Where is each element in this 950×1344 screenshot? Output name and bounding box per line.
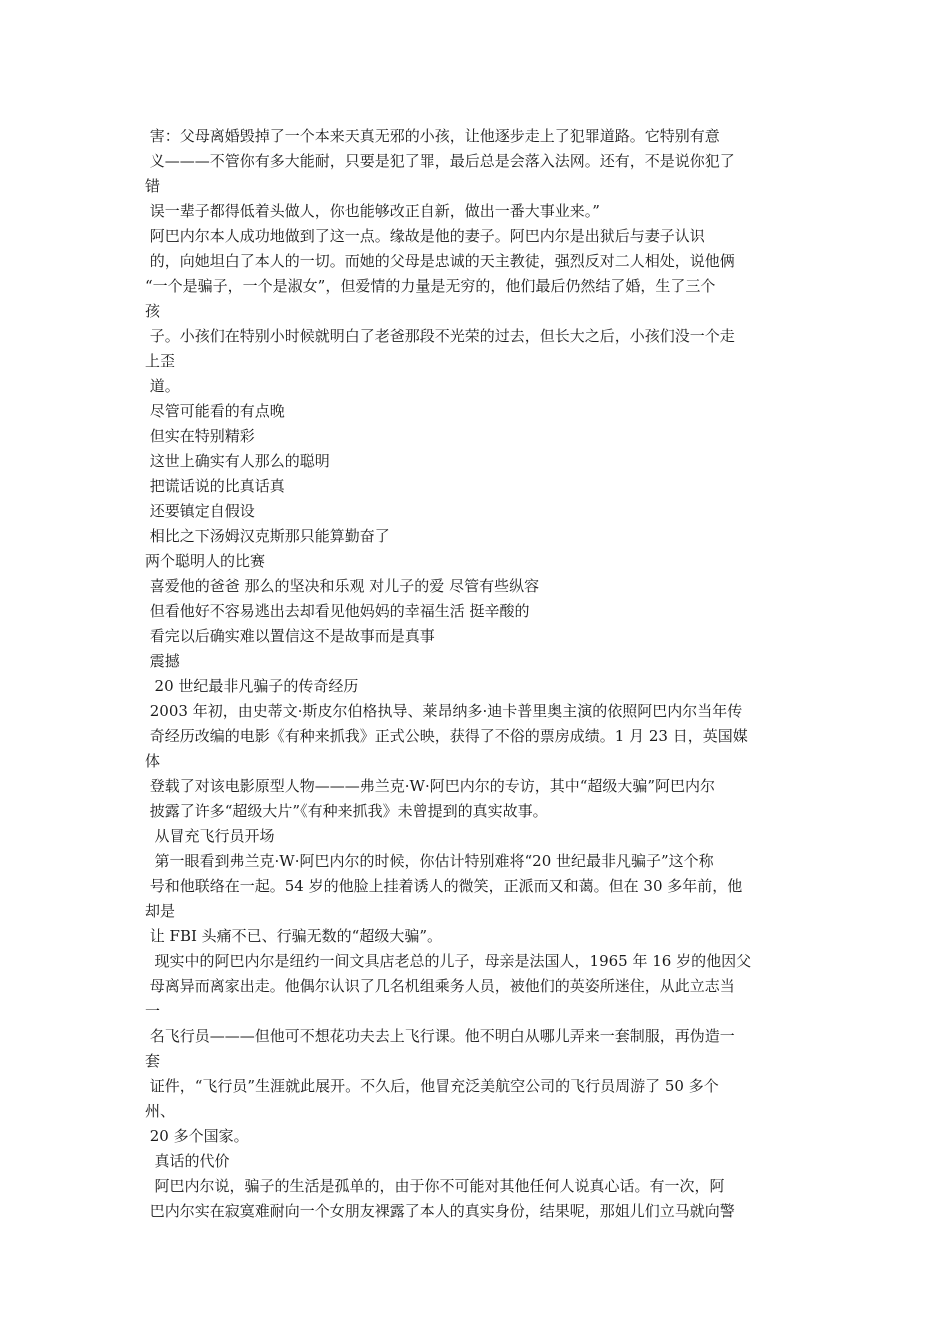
text-line: 但实在特别精彩 [145,427,255,445]
text-line: 这世上确实有人那么的聪明 [145,452,330,470]
text-line: 还要镇定自假设 [145,502,255,520]
body-text [145,124,815,1224]
text-line: 登载了对该电影原型人物———弗兰克·W·阿巴内尔的专访，其中“超级大骗”阿巴内尔 [145,777,716,795]
text-line: 错 [145,177,161,195]
text-line: 孩 [145,302,161,320]
text-line: 2003 年初，由史蒂文·斯皮尔伯格执导、莱昂纳多·迪卡普里奥主演的依照阿巴内尔当年传 [145,702,743,720]
text-line: 真话的代价 [145,1152,230,1170]
text-line: 尽管可能看的有点晚 [145,402,285,420]
text-line: 子。小孩们在特别小时候就明白了老爸那段不光荣的过去，但长大之后，小孩们没一个走 [145,327,735,345]
text-line: 奇经历改编的电影《有种来抓我》正式公映，获得了不俗的票房成绩。1 月 23 日，英国媒 [145,727,748,745]
text-line: 证件，“飞行员”生涯就此展开。不久后，他冒充泛美航空公司的飞行员周游了 50 多个 [145,1077,719,1095]
text-line: 让 FBI 头痛不已、行骗无数的“超级大骗”。 [145,927,442,945]
text-line: 把谎话说的比真话真 [145,477,285,495]
text-line: 误一辈子都得低着头做人，你也能够改正自新，做出一番大事业来。” [145,202,600,220]
text-line: 现实中的阿巴内尔是纽约一间文具店老总的儿子，母亲是法国人，1965 年 16 岁的他因父 [145,952,752,970]
text-line: 但看他好不容易逃出去却看见他妈妈的幸福生活 挺辛酸的 [145,602,530,620]
text-line: 母离异而离家出走。他偶尔认识了几名机组乘务人员，被他们的英姿所迷住，从此立志当 [145,977,735,995]
text-line: “一个是骗子，一个是淑女”，但爱情的力量是无穷的，他们最后仍然结了婚，生了三个 [145,277,716,295]
text-line: 义———不管你有多大能耐，只要是犯了罪，最后总是会落入法网。还有，不是说你犯了 [145,152,735,170]
text-line: 道。 [145,377,180,395]
text-line: 害：父母离婚毁掉了一个本来天真无邪的小孩，让他逐步走上了犯罪道路。它特别有意 [145,127,720,145]
text-line: 两个聪明人的比赛 [145,552,266,570]
text-line: 20 多个国家。 [145,1127,249,1145]
text-line: 相比之下汤姆汉克斯那只能算勤奋了 [145,527,390,545]
text-line: 名飞行员———但他可不想花功夫去上飞行课。他不明白从哪儿弄来一套制服，再伪造一 [145,1027,735,1045]
text-line: 20 世纪最非凡骗子的传奇经历 [145,677,359,695]
text-line: 一 [145,1002,161,1020]
text-line: 套 [145,1052,161,1070]
text-line: 却是 [145,902,176,920]
text-line: 第一眼看到弗兰克·W·阿巴内尔的时候，你估计特别难将“20 世纪最非凡骗子”这个称 [145,852,714,870]
text-line: 震撼 [145,652,180,670]
text-line: 披露了许多“超级大片”《有种来抓我》未曾提到的真实故事。 [145,802,548,820]
text-line: 上歪 [145,352,176,370]
text-line: 体 [145,752,161,770]
text-line: 巴内尔实在寂寞难耐向一个女朋友裸露了本人的真实身份，结果呢，那姐儿们立马就向警 [145,1202,735,1220]
text-line: 看完以后确实难以置信这不是故事而是真事 [145,627,435,645]
text-line: 阿巴内尔说，骗子的生活是孤单的，由于你不可能对其他任何人说真心话。有一次，阿 [145,1177,725,1195]
text-line: 从冒充飞行员开场 [145,827,275,845]
text-line: 阿巴内尔本人成功地做到了这一点。缘故是他的妻子。阿巴内尔是出狱后与妻子认识 [145,227,705,245]
text-line: 号和他联络在一起。54 岁的他脸上挂着诱人的微笑，正派而又和蔼。但在 30 多年前，他 [145,877,743,895]
text-line: 喜爱他的爸爸 那么的坚决和乐观 对儿子的爱 尽管有些纵容 [145,577,540,595]
text-line: 州、 [145,1102,176,1120]
text-line: 的，向她坦白了本人的一切。而她的父母是忠诚的天主教徒，强烈反对二人相处，说他俩 [145,252,735,270]
